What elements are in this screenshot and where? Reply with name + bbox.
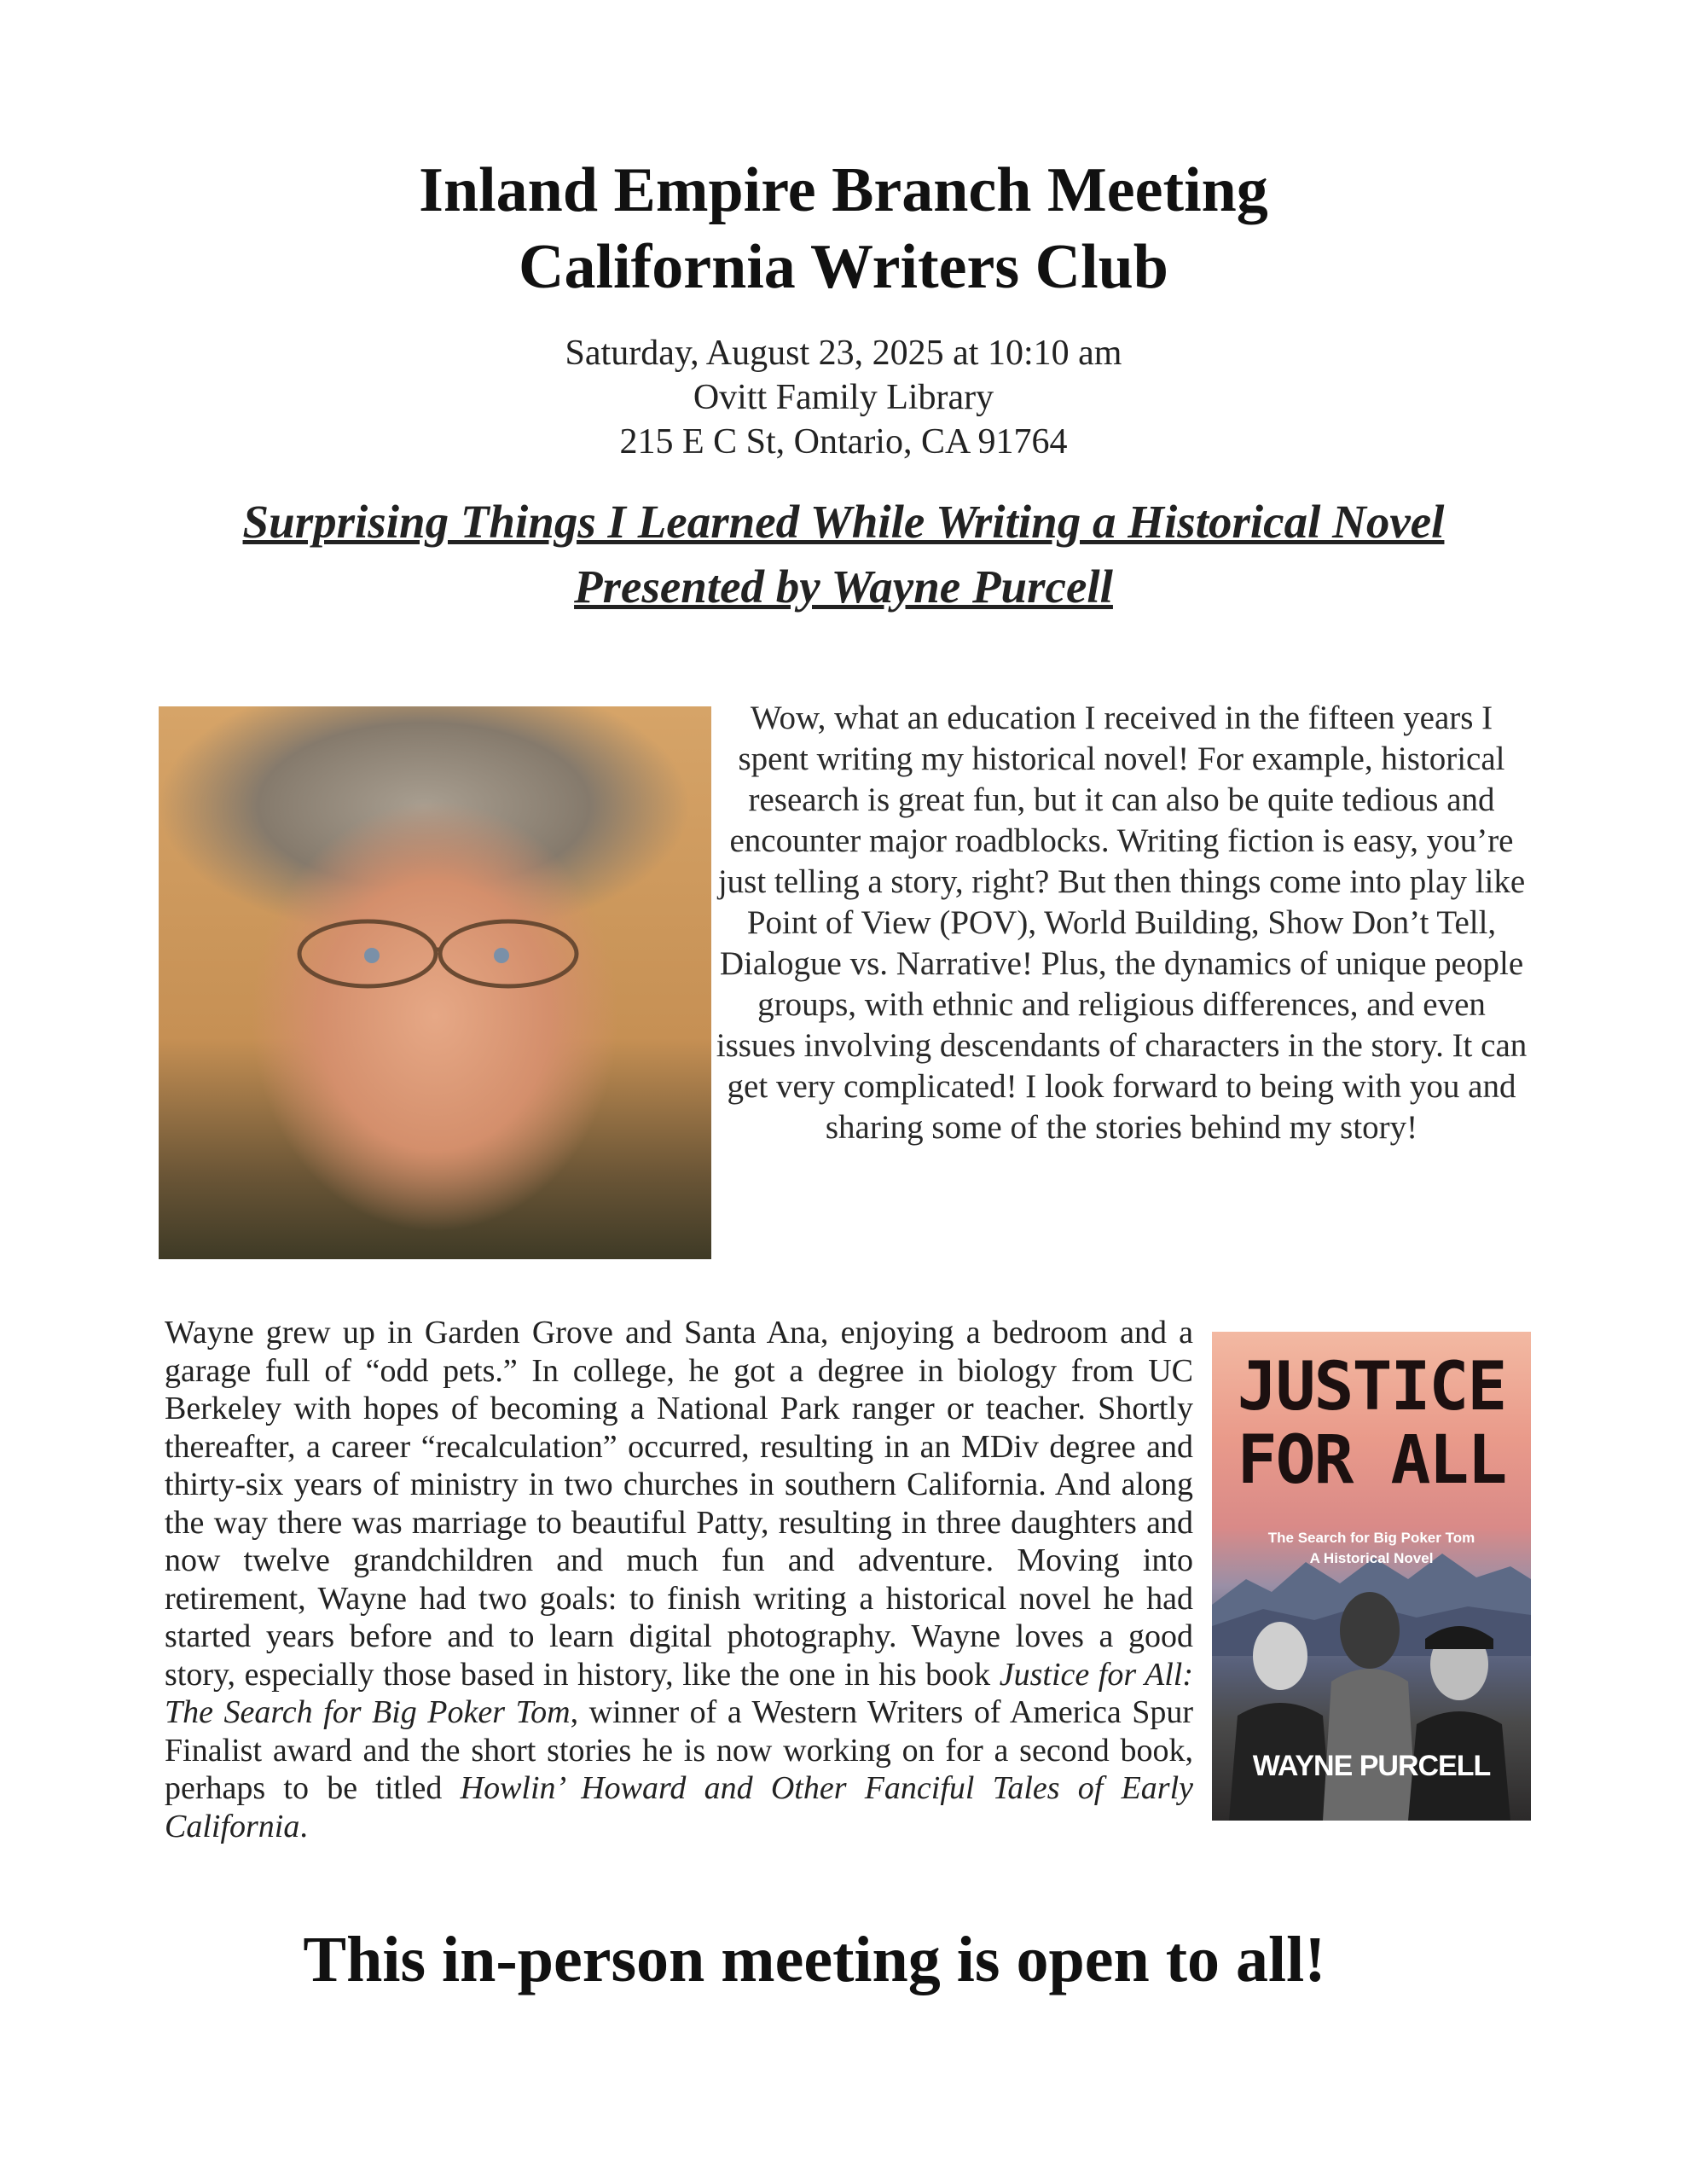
bio-text-2: , winner of a Western Writers of America Spur Finalist award and the short stories he is now working on for a second book, perhaps to be titled: [165, 1694, 1193, 1806]
book-cover: [1212, 1332, 1531, 1821]
event-info: [0, 331, 1687, 464]
event-datetime: Saturday, August 23, 2025 at 10:10 am: [565, 334, 1122, 373]
title-line-1: Inland Empire Branch Meeting: [419, 155, 1268, 225]
closing-statement: This in-person meeting is open to all!: [303, 1924, 1326, 1995]
bio-text-1: Wayne grew up in Garden Grove and Santa Ana, enjoying a bedroom and a garage full of “odd pets.” In college, he got a degree in biology from UC Berkeley with hopes of becoming a National Park ranger or teacher. Shortly thereafter, a career “recalculation” occurred, resulting in an MDiv degree and thirty-six years of ministry in two churches in southern California. And along the way there was marriage to beautiful Patty, resulting in three daughters and now twelve grandchildren and much fun and adventure. Moving into retirement, Wayne had two goals: to finish writing a historical novel he had started years before and to learn digital photography. Wayne loves a good story, especially those based in history, like the one in his book: [165, 1315, 1193, 1693]
talk-abstract: Wow, what an education I received in the fifteen years I spent writing my historical novel! For example, historical research is great fun, but it can also be quite tedious and encounter major roadblocks. Writing fiction is easy, you’re just telling a story, right? But then things come into play like Point of View (POV), World Building, Show Don’t Tell, Dialogue vs. Narrative! Plus, the dynamics of unique people groups, with ethnic and religious differences, and even issues involving descendants of characters in the story. It can get very complicated! I look forward to being with you and sharing some of the stories behind my story!: [716, 700, 1528, 1146]
page-title: [0, 152, 1687, 305]
book-title: [1212, 1350, 1531, 1497]
bio-book-title-1: Justice for All: The Search for Big Poker Tom: [165, 1656, 1193, 1730]
talk-presenter: Presented by Wayne Purcell: [574, 561, 1113, 613]
bio-book-title-2: Howlin’ Howard and Other Fanciful Tales of Early California: [165, 1770, 1193, 1844]
presenter-photo: [159, 706, 711, 1259]
book-subtitle: [1212, 1528, 1531, 1569]
book-subtitle-line-1: The Search for Big Poker Tom: [1267, 1530, 1475, 1546]
book-subtitle-line-2: A Historical Novel: [1309, 1550, 1434, 1566]
book-title-line-2: FOR ALL: [1237, 1422, 1506, 1499]
talk-title: Surprising Things I Learned While Writing a Historical Novel: [242, 496, 1445, 548]
portrait-figures-illustration: [1212, 1588, 1531, 1821]
book-title-line-1: JUSTICE: [1237, 1349, 1506, 1426]
book-author: WAYNE PURCELL: [1252, 1750, 1491, 1782]
bio-text-3: .: [299, 1808, 308, 1844]
presenter-bio: [165, 1314, 1193, 1845]
event-venue: Ovitt Family Library: [693, 378, 994, 417]
title-line-2: California Writers Club: [519, 232, 1168, 302]
glasses-illustration: [278, 911, 602, 996]
talk-heading: [0, 490, 1687, 619]
event-address: 215 E C St, Ontario, CA 91764: [619, 422, 1068, 462]
